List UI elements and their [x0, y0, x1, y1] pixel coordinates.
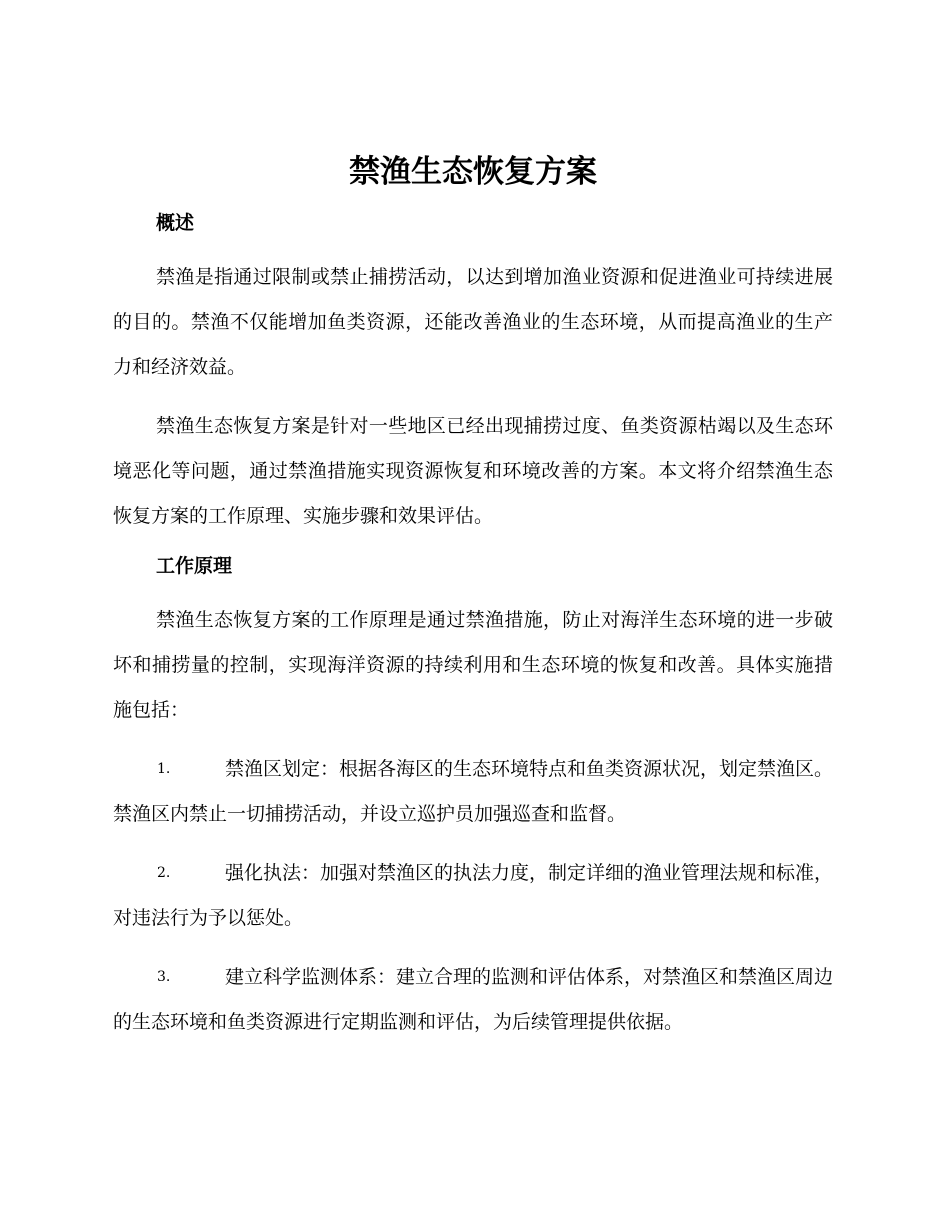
paragraph: 禁渔生态恢复方案是针对一些地区已经出现捕捞过度、鱼类资源枯竭以及生态环境恶化等问题，通过禁渔措施实现资源恢复和环境改善的方案。本文将介绍禁渔生态恢复方案的工作原理、实施步骤和效果评估。: [113, 415, 833, 527]
document-body: [113, 148, 833, 1059]
list-item-text: 建立科学监测体系：建立合理的监测和评估体系，对禁渔区和禁渔区周边的生态环境和鱼类资源进行定期监测和评估，为后续管理提供依据。: [113, 966, 834, 1033]
document-title: 禁渔生态恢复方案: [349, 154, 597, 190]
list-item-text: 强化执法：加强对禁渔区的执法力度，制定详细的渔业管理法规和标准，对违法行为予以惩处。: [113, 862, 834, 929]
list-item-text: 禁渔区划定：根据各海区的生态环境特点和鱼类资源状况，划定禁渔区。禁渔区内禁止一切捕捞活动，并设立巡护员加强巡查和监督。: [113, 758, 834, 825]
list-item: [113, 955, 833, 1045]
measures-list: [113, 747, 833, 1045]
paragraph: 禁渔生态恢复方案的工作原理是通过禁渔措施，防止对海洋生态环境的进一步破坏和捕捞量的控制，实现海洋资源的持续利用和生态环境的恢复和改善。具体实施措施包括：: [113, 609, 833, 721]
paragraph: 禁渔是指通过限制或禁止捕捞活动，以达到增加渔业资源和促进渔业可持续进展的目的。禁渔不仅能增加鱼类资源，还能改善渔业的生态环境，从而提高渔业的生产力和经济效益。: [113, 266, 833, 378]
list-item: [113, 851, 833, 941]
list-item: [113, 747, 833, 837]
list-item-number: 3.: [157, 969, 171, 985]
section-heading-overview: 概述: [156, 212, 195, 234]
section-heading-working-principle: 工作原理: [156, 555, 233, 577]
list-item-number: 2.: [157, 865, 171, 881]
list-item-number: 1.: [157, 761, 171, 777]
